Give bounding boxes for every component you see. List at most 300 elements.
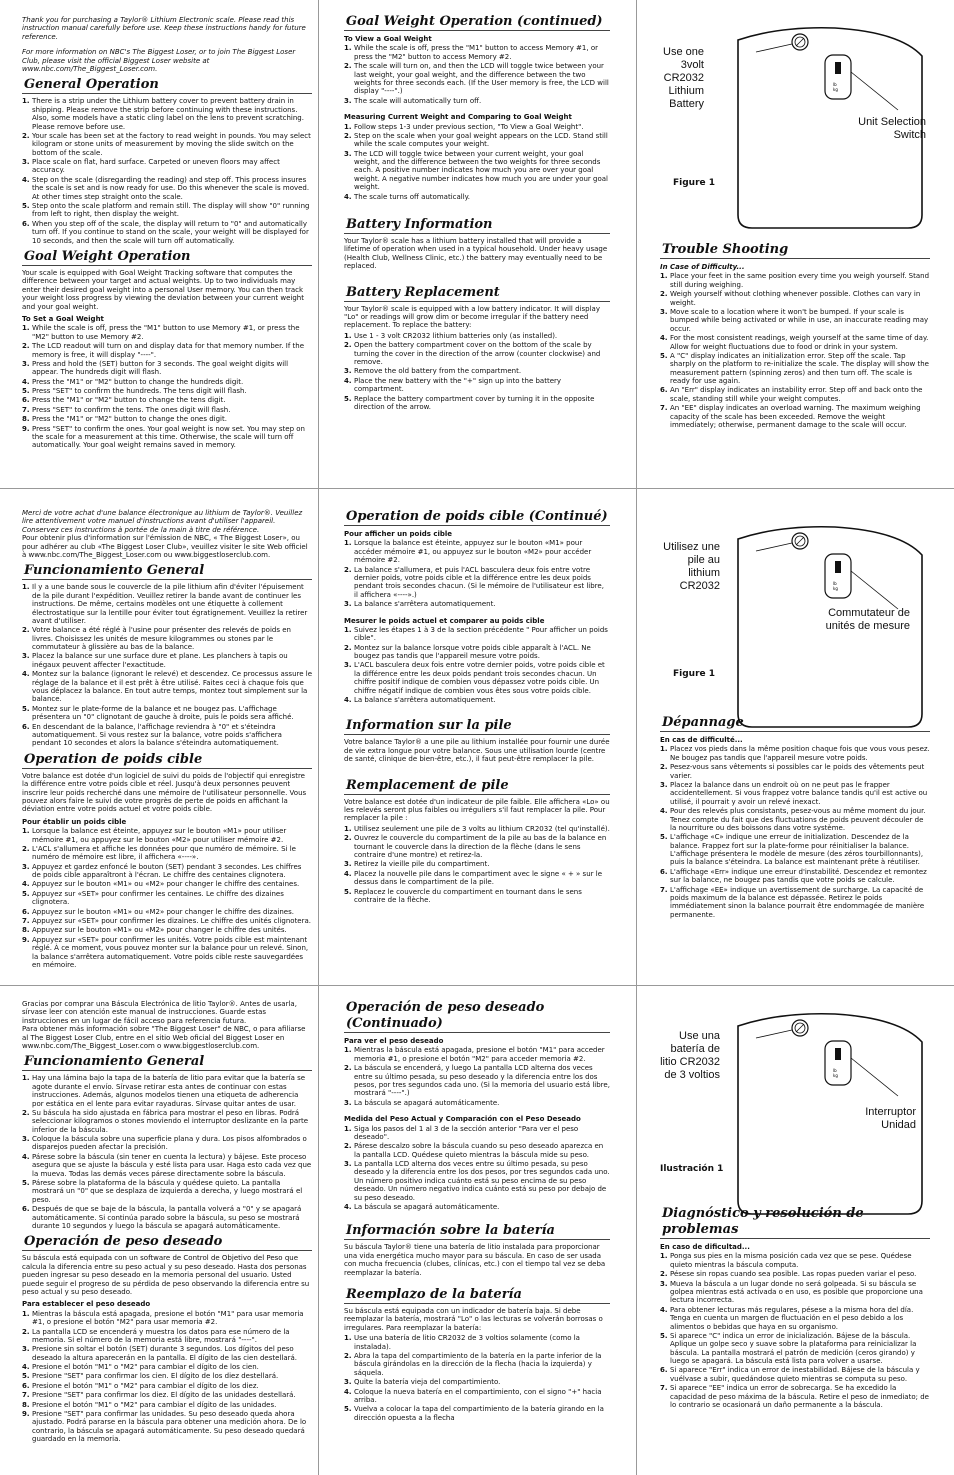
list-number: 2.: [660, 1270, 668, 1279]
list-item: [344, 1125, 610, 1142]
list-item: [344, 193, 610, 201]
list-text: Press the "M1" or "M2" button to change the tens digit.: [32, 396, 226, 405]
numbered-list: [344, 825, 610, 905]
list-text: Siga los pasos del 1 al 3 de la sección anterior "Para ver el peso deseado".: [354, 1124, 579, 1141]
section-title: Dépannage: [660, 715, 930, 732]
list-item: [22, 1153, 312, 1178]
list-number: 5.: [22, 1179, 30, 1188]
list-number: 1.: [660, 1252, 668, 1261]
list-text: Pésese sin ropas cuando sea posible. Las ropas pueden variar el peso.: [670, 1270, 917, 1279]
list-item: [660, 308, 930, 333]
list-number: 5.: [344, 1405, 352, 1414]
list-text: Coloque la nueva batería en el compartimiento, con el signo "+" hacia arriba.: [354, 1387, 602, 1404]
list-number: 6.: [22, 907, 30, 916]
list-text: Votre balance a été réglé à l'usine pour présenter des relevés de poids en livres. Choisissez les unités de mesure kilogrammes ou stones par le commutateur à glissière au bas de la balance.: [32, 626, 291, 652]
list-text: For the most consistent readings, weigh yourself at the same time of day. Allow for weight fluctuations due to food or drink in your system.: [670, 334, 929, 351]
list-number: 1.: [22, 583, 30, 592]
list-number: 7.: [660, 404, 668, 413]
list-text: Press "SET" to confirm the hundreds. The tens digit will flash.: [32, 387, 247, 396]
list-text: Place the new battery with the "+" sign up into the battery compartment.: [354, 376, 562, 394]
list-text: Follow steps 1-3 under previous section, "To View a Goal Weight".: [354, 122, 584, 131]
list-text: La báscula se apagará automáticamente.: [354, 1203, 500, 1212]
list-number: 7.: [22, 405, 30, 414]
list-number: 1.: [660, 272, 668, 281]
list-number: 2.: [344, 1064, 352, 1073]
list-item: [22, 652, 312, 669]
list-number: 2.: [344, 131, 352, 140]
numbered-list: [22, 1310, 312, 1444]
list-item: [22, 220, 312, 245]
list-text: Step on the scale when your goal weight appears on the LCD. Stand still while the scale computes your weight.: [354, 131, 608, 149]
list-number: 2.: [22, 131, 30, 140]
svg-text:kg: kg: [833, 1073, 838, 1078]
list-text: Weigh yourself without clothing whenever possible. Clothes can vary in weight.: [670, 290, 921, 307]
french-section: [0, 489, 954, 985]
list-text: Mueva la báscula a un lugar donde no será golpeada. Si su báscula se golpea mientras está activada o en uso, es posible que proporcione una lectura incorrecta.: [670, 1279, 923, 1305]
list-number: 5.: [22, 1372, 30, 1381]
list-text: Ouvrez le couvercle du compartiment de la pile au bas de la balance en tournant le couvercle dans la direction de la flèche (dans le sens contraire d'une montre) et retirez-la.: [354, 834, 607, 859]
list-number: 2.: [22, 626, 30, 635]
list-item: [22, 626, 312, 651]
list-text: Montez sur la balance lorsque votre poids cible apparaît à l'ACL. Ne bougez pas tandis que l'appareil mesure votre poids.: [354, 643, 591, 661]
list-text: Appuyez et gardez enfoncé le bouton (SET) pendant 3 secondes. Les chiffres de poids cible apparaîtront à l'écran. Le chiffre des centaines clignotera.: [32, 862, 302, 880]
list-item: [344, 539, 610, 564]
list-text: Presione "SET" para confirmar los cien. El dígito de los diez destellará.: [32, 1372, 279, 1381]
list-number: 2.: [22, 342, 30, 351]
list-number: 3.: [344, 1098, 352, 1107]
list-number: 1.: [344, 122, 352, 131]
battery-compartment-icon: [756, 533, 808, 551]
paragraph: Votre balance est dotée d'un indicateur de pile faible. Elle affichera «Lo» ou les relevés seront plus faibles ou irréguliers s'il faut remplacer la pile. Pour remplacer la pile :: [344, 797, 610, 823]
list-item: [22, 705, 312, 722]
list-item: [22, 1074, 312, 1108]
list-text: Párese descalzo sobre la báscula cuando su peso deseado aparezca en la pantalla LCD. Quédese quieto mientras la báscula mide su peso.: [354, 1142, 604, 1159]
switch-label: Commutateur de unités de mesure: [825, 607, 910, 632]
list-number: 4.: [22, 377, 30, 386]
figure-caption: Ilustración 1: [660, 1164, 724, 1174]
list-number: 3.: [344, 1160, 352, 1169]
list-text: Presione "SET" para confirmar las unidades. Su peso deseado queda ahora ajustado. Podrá pararse en la báscula para obtener una medición ahora. De lo contrario, la báscula se apagará automáticamente. Su peso deseado quedará guardado en la memoria.: [32, 1410, 307, 1444]
numbered-list: [344, 626, 610, 705]
list-text: La pantalla LCD se encenderá y muestra los datos para ese número de la memoria. Si el número de la memoria está libre, mostrará "----".: [32, 1327, 290, 1344]
list-number: 9.: [22, 1410, 30, 1419]
svg-text:lb: lb: [833, 1068, 837, 1073]
list-item: [22, 908, 312, 916]
list-item: [344, 834, 610, 859]
list-text: Press the "M1" or "M2" button to change the hundreds digit.: [32, 377, 244, 386]
list-number: 3.: [22, 652, 30, 661]
list-item: [22, 406, 312, 414]
unit-switch-icon: [825, 554, 898, 609]
list-text: Después de que se baje de la báscula, la pantalla volverá a "0" y se apagará automáticamente. Si continúa parado sobre la báscula, su peso se mostrará durante 10 segundos y luego la báscula se apagará automáticamente.: [32, 1205, 302, 1230]
list-text: Step on the scale (disregarding the reading) and step off. This process insures the scale is set and is now ready for use. Do this whenever the scale is moved. At other times step straight onto the scale.: [32, 175, 310, 201]
list-text: Use una batería de litio CR2032 de 3 voltios solamente (como la instalada).: [354, 1334, 580, 1351]
list-item: [22, 176, 312, 201]
list-number: 4.: [660, 334, 668, 343]
paragraph: Your Taylor® scale has a lithium battery installed that will provide a lifetime of operation when used in a typical household. Under heavy usage (Health Club, Wellness Clinic, etc.) the battery may eventually need to be replaced.: [344, 237, 608, 271]
french-column-2: [344, 505, 610, 981]
list-number: 1.: [344, 1046, 352, 1055]
list-number: 1.: [344, 331, 352, 340]
list-number: 2.: [344, 643, 352, 652]
list-item: [22, 1363, 312, 1371]
list-item: [660, 334, 930, 351]
list-text: The scale will automatically turn off.: [354, 96, 482, 105]
list-item: [660, 1280, 930, 1305]
list-number: 3.: [22, 158, 30, 167]
numbered-list: [344, 1125, 610, 1212]
section-title: Información sobre la batería: [344, 1223, 610, 1240]
list-item: [660, 781, 930, 806]
list-number: 7.: [660, 885, 668, 894]
paragraph: Votre balance est dotée d'un logiciel de suivi du poids de l'objectif qui enregistre la différence entre votre poids cible et réel. Jusqu'à deux personnes peuvent inscrire leur poids recherché dans une mémoire de l'utilisateur personnelle. Vous pouvez alors faire le suivi de votre progrès de perte de poids en affichant la déviation entre votre poids actuel et votre poids cible.: [22, 771, 307, 814]
spanish-column-1: [22, 1000, 312, 1472]
list-number: 1.: [344, 824, 352, 833]
list-number: 4.: [344, 1203, 352, 1212]
list-number: 4.: [22, 880, 30, 889]
list-number: 2.: [22, 1108, 30, 1117]
section-title: Battery Information: [344, 217, 610, 234]
list-text: Lorsque la balance est éteinte, appuyez sur le bouton «M1» pour accéder mémoire #1, ou appuyez sur le bouton «M2» pour accéder mémoire #2.: [354, 539, 592, 565]
list-text: La balance s'arrêtera automatiquement.: [354, 600, 496, 609]
french-column-1: [22, 509, 312, 981]
list-text: Press "SET" to confirm the ones. Your goal weight is now set. You may step on the scale for a measurement at this time. Otherwise, the scale will turn off automatically. Your goal weight remains saved in memory.: [32, 424, 305, 450]
list-text: Mientras la báscula está apagada, presione el botón "M1" para usar memoria #1, o presione el botón "M2" para usar memoria #2.: [32, 1309, 304, 1327]
list-item: [22, 1382, 312, 1390]
list-number: 5.: [660, 833, 668, 842]
list-number: 6.: [660, 386, 668, 395]
list-item: [22, 1109, 312, 1134]
list-text: Press and hold the (SET) button for 3 seconds. The goal weight digits will appear. The hundreds digit will flash.: [32, 359, 289, 377]
list-item: [344, 44, 610, 61]
section-title: Operation de poids cible (Continué): [344, 509, 610, 526]
list-item: [344, 1046, 610, 1063]
list-text: Appuyez sur «SET» pour confirmer les dizaines. Le chiffre des unités clignotera.: [32, 917, 312, 926]
list-text: Open the battery compartment cover on the bottom of the scale by turning the cover in the direction of the arrow (counter clockwise) and remove.: [354, 341, 601, 366]
list-number: 3.: [22, 862, 30, 871]
list-text: La pantalla LCD alterna dos veces entre su último pesada, su peso deseado y la diferencia entre los dos pesos, por tres segundos cada uno. Un número positivo indica cuánto está su peso encima de su peso deseado. Un número negativo indica cuánto está su peso por debajo de su peso deseado.: [354, 1160, 610, 1202]
spanish-section: [0, 986, 954, 1475]
list-item: [660, 290, 930, 307]
paragraph: Su báscula Taylor® tiene una batería de litio instalada para proporcionar una vida energética mucho mayor para su báscula. En caso de ser usada con mucha frecuencia (clubes, clínicas, etc.) con el tiempo tal vez se deba reemplazar la batería.: [344, 1243, 606, 1277]
switch-label: Interruptor Unidad: [865, 1106, 916, 1131]
list-text: The scale turns off automatically.: [354, 192, 471, 201]
spanish-column-2: [344, 996, 610, 1472]
section-title: Operación de peso deseado (Continuado): [344, 1000, 610, 1033]
list-number: 9.: [22, 424, 30, 433]
list-text: Párese sobre la báscula (sin tener en cuenta la lectura) y bájese. Este proceso asegura que se ajuste la báscula y esté lista para usar. Haga esto cada vez que la mueva. Todas las demás veces párese directamente sobre la báscula.: [32, 1152, 312, 1178]
battery-label: Use one 3volt CR2032 Lithium Battery: [663, 46, 704, 110]
numbered-list: [344, 123, 610, 202]
list-item: [22, 723, 312, 748]
list-text: An "EE" display indicates an overload warning. The maximum weighing capacity of the scale has been exceeded. Remove the weight immediately; otherwise, permanent damage to the scale will occur.: [670, 404, 921, 430]
list-text: Presione sin soltar el botón (SET) durante 3 segundos. Los dígitos del peso deseado la altura aparecerán en la pantalla. El dígito de las cien destellará.: [32, 1345, 297, 1362]
subheading: To Set a Goal Weight: [22, 314, 104, 323]
subheading: En caso de dificultad...: [660, 1243, 750, 1251]
list-item: [344, 332, 610, 340]
list-number: 3.: [344, 661, 352, 670]
list-item: [344, 1388, 610, 1405]
list-text: Pesez-vous sans vêtements si possibles car le poids des vêtements peut varier.: [670, 763, 925, 780]
list-number: 5.: [344, 394, 352, 403]
list-text: Su báscula ha sido ajustada en fábrica para mostrar el peso en libras. Podrá seleccionar kilogramos o stones moviendo el interruptor deslizante en la parte inferior de la báscula.: [32, 1108, 309, 1134]
english-column-2: [344, 10, 610, 484]
english-column-3: [660, 238, 930, 484]
list-item: [22, 1410, 312, 1444]
section-title: Goal Weight Operation: [22, 249, 312, 266]
list-item: [22, 845, 312, 862]
list-text: Appuyez sur le bouton «M1» ou «M2» pour changer le chiffre des centaines.: [32, 880, 300, 889]
section-title: Goal Weight Operation (continued): [344, 14, 610, 31]
intro-paragraph: Thank you for purchasing a Taylor® Lithium Electronic scale. Please read this instruction manual carefully before use. Keep these instructions handy for future reference.: [22, 16, 306, 41]
list-number: 8.: [22, 1400, 30, 1409]
section-title: Operación de peso deseado: [22, 1234, 312, 1251]
list-item: [22, 1328, 312, 1345]
list-number: 3.: [22, 1135, 30, 1144]
list-item: [22, 1205, 312, 1230]
figure-caption: Figure 1: [673, 178, 716, 188]
figure-caption: Figure 1: [673, 669, 716, 679]
list-number: 3.: [344, 860, 352, 869]
list-number: 8.: [22, 926, 30, 935]
list-number: 5.: [660, 351, 668, 360]
list-item: [22, 202, 312, 219]
section-title: Trouble Shooting: [660, 242, 930, 259]
figure-1: [660, 10, 940, 240]
list-item: [344, 341, 610, 366]
list-number: 1.: [344, 1334, 352, 1343]
list-item: [344, 367, 610, 375]
list-item: [660, 1384, 930, 1409]
list-text: Press "SET" to confirm the tens. The ones digit will flash.: [32, 405, 231, 414]
subheading: Para establecer el peso deseado: [22, 1300, 151, 1309]
list-text: Si aparece "Err" indica un error de inestabilidad. Bájese de la báscula y vuélvase a subir, quedándose quieto mientras se computa su peso.: [670, 1366, 920, 1383]
list-text: Presione el botón "M1" o "M2" para cambiar el dígito de los diez.: [32, 1381, 259, 1390]
list-item: [660, 386, 930, 403]
list-number: 8.: [22, 415, 30, 424]
list-number: 1.: [344, 1124, 352, 1133]
list-text: Placez vos pieds dans la même position chaque fois que vous vous pesez. Ne bougez pas tandis que l'appareil mesure votre poids.: [670, 745, 930, 762]
list-number: 6.: [22, 1381, 30, 1390]
list-number: 7.: [22, 1391, 30, 1400]
list-text: Move scale to a location where it won't be bumped. If your scale is bumped while being activated or while in use, an inaccurate reading may occur.: [670, 307, 929, 333]
list-number: 3.: [660, 1279, 668, 1288]
paragraph: Your scale is equipped with Goal Weight Tracking software that computes the difference between your target and actual weights. Up to two individuals may enter their desired goal weight into a personal User memory. You can then track your weight loss progress by viewing the deviation between your current weight and your goal weight.: [22, 268, 304, 311]
section-title: Reemplazo de la batería: [344, 1287, 610, 1304]
list-text: A "C" display indicates an initialization error. Step off the scale. Tap sharply on the platform to re-initialize the scale. The display will show the measurement pattern (spinning zeros) and then turn off. The scale is ready for use again.: [670, 351, 929, 386]
list-text: Lorsque la balance est éteinte, appuyez sur le bouton «M1» pour utiliser mémoire #1, ou appuyez sur le bouton «M2» pour utiliser mémoire #2.: [32, 827, 287, 844]
list-item: [344, 395, 610, 412]
subheading: En cas de difficulté...: [660, 736, 743, 744]
list-text: The LCD readout will turn on and display data for that memory number. If the memory is free, it will display "----".: [32, 342, 305, 359]
list-text: Il y a une bande sous le couvercle de la pile lithium afin d'éviter l'épuisement de la pile durant l'expédition. Veuillez retirer la bande avant de continuer les instructions. De même, certains modèles ont une étiquette à collement électrostatique sur la lentille pour éviter tout égratignement. Veuillez la retirer avant d'utiliser.: [32, 583, 308, 625]
list-item: [344, 123, 610, 131]
list-text: Montez sur la balance (ignorant le relevé) et descendez. Ce processus assure le réglage de la balance et il est prêt à être utilisé. Faites ceci à chaque fois que vous déplacez la balance. En tout autre temps, montez tout simplement sur la balance.: [32, 670, 312, 704]
list-text: L'affichage «C» indique une erreur de initialization. Descendez de la balance. Frappez fort sur la plate-forme pour réinitialiser la balance. L'affichage présentera le modèle de mesure (des zéros tourbillonnants), puis la balance s'éteindra. La balance est maintenant prête à réutiliser.: [670, 833, 924, 867]
list-number: 1.: [22, 97, 30, 106]
list-item: [344, 626, 610, 643]
list-text: Si aparece "EE" indica un error de sobrecarga. Se ha excedido la capacidad de peso máxima de la báscula. Retire el peso de inmediato; de lo contrario se ocasionará un daño permanente a la báscula.: [670, 1384, 929, 1410]
list-text: The scale will turn on, and then the LCD will toggle twice between your last weight, your goal weight, and the difference between the two weights for three seconds each. (If the User memory is free, the LCD will display "----".): [354, 62, 609, 96]
list-item: [344, 696, 610, 704]
section-title: General Operation: [22, 77, 312, 94]
section-title: Funcionamiento General: [22, 563, 312, 580]
battery-label: Use una batería de litio CR2032 de 3 voltios: [660, 1030, 720, 1081]
list-text: Presione "SET" para confirmar los diez. El dígito de las unidades destellará.: [32, 1391, 296, 1400]
list-text: Ponga sus pies en la misma posición cada vez que se pese. Quédese quieto mientras la báscula computa.: [670, 1252, 912, 1269]
list-text: Appuyez sur «SET» pour confirmer les unités. Votre poids cible est maintenant réglé. À ce moment, vous pouvez monter sur la balance pour un relevé. Sinon, la balance s'arrêtera automatiquement. Votre poids cible reste sauvegardées en mémoire.: [32, 935, 309, 969]
subheading: Measuring Current Weight and Comparing to Goal Weight: [344, 113, 572, 122]
numbered-list: [22, 324, 312, 449]
list-item: [22, 1372, 312, 1380]
list-text: Placez la balance sur une surface dure et plane. Les planchers à tapis ou inégaux peuvent affecter l'exactitude.: [32, 652, 288, 669]
list-number: 3.: [344, 600, 352, 609]
list-number: 5.: [22, 889, 30, 898]
list-text: Retirez la vieille pile du compartiment.: [354, 860, 490, 869]
unit-switch-icon: [825, 1041, 898, 1096]
list-number: 6.: [22, 396, 30, 405]
list-number: 4.: [344, 376, 352, 385]
french-column-3: [660, 711, 930, 981]
list-text: Montez sur le plate-forme de la balance et ne bougez pas. L'affichage présentera un "0" clignotant de gauche à droite, puis le poids sera affiché.: [32, 704, 294, 722]
list-number: 1.: [22, 827, 30, 836]
list-text: Appuyez sur le bouton «M1» ou «M2» pour changer le chiffre des dizaines.: [32, 907, 294, 916]
list-item: [344, 870, 610, 887]
numbered-list: [344, 44, 610, 105]
list-item: [22, 97, 312, 131]
list-text: Use 1 - 3 volt CR2032 lithium batteries only (as installed).: [354, 331, 558, 340]
english-section: [0, 0, 954, 488]
list-number: 4.: [344, 192, 352, 201]
list-item: [660, 404, 930, 429]
list-number: 3.: [22, 1345, 30, 1354]
list-text: While the scale is off, press the "M1" button to use Memory #1, or press the "M2" button to use Memory #2.: [32, 324, 300, 341]
list-text: Hay una lámina bajo la tapa de la batería de litio para evitar que la batería se agote durante el envío. Sírvase retirar esta antes de continuar con estas instrucciones. Además, algunos modelos tienen una etiqueta de adherencia por estática en el lente para evitar rayaduras. Sírvase quitar antes de usar.: [32, 1074, 306, 1108]
list-text: L'ACL s'allumera et affiche les données pour que numéro de mémoire. Si le numéro de mémoire est libre, il affichera «----».: [32, 844, 296, 862]
list-number: 4.: [344, 869, 352, 878]
list-item: [344, 377, 610, 394]
list-item: [22, 1391, 312, 1399]
svg-text:kg: kg: [833, 586, 838, 591]
list-number: 2.: [344, 834, 352, 843]
list-item: [344, 1160, 610, 1202]
list-text: Remove the old battery from the compartment.: [354, 367, 522, 376]
list-item: [344, 644, 610, 661]
list-number: 3.: [344, 149, 352, 158]
spanish-column-3: [660, 1202, 930, 1472]
list-item: [22, 324, 312, 341]
list-item: [344, 1099, 610, 1107]
list-number: 2.: [344, 565, 352, 574]
numbered-list: [22, 583, 312, 747]
list-text: When you step off of the scale, the display will return to "0" and automatically turn off. If you continue to stand on the scale, your weight will be displayed for 10 seconds, and then the scale will turn off automatically.: [32, 219, 309, 245]
list-number: 4.: [660, 1305, 668, 1314]
list-item: [22, 670, 312, 704]
list-item: [22, 936, 312, 970]
list-text: Replacez le couvercle du compartiment en tournant dans le sens contraire de la flèche.: [354, 887, 582, 904]
list-item: [660, 1366, 930, 1383]
list-text: La balance s'allumera, et puis l'ACL basculera deux fois entre votre dernier poids, votre poids cible et la différence entre les deux poids pendant trois secondes chacun. (Si le mémoire de l'utilisateur est libre, il affichera «----».): [354, 565, 604, 599]
list-number: 5.: [22, 704, 30, 713]
list-item: [22, 378, 312, 386]
list-item: [22, 1401, 312, 1409]
list-text: Presione el botón "M1" o "M2" para cambiar el dígito de las unidades.: [32, 1400, 277, 1409]
list-item: [22, 1310, 312, 1327]
list-number: 5.: [660, 1331, 668, 1340]
list-item: [344, 860, 610, 868]
english-column-1: [22, 16, 312, 484]
list-item: [22, 425, 312, 450]
list-number: 1.: [344, 44, 352, 53]
list-text: L'affichage «Err» indique une erreur d'instabilité. Descendez et remontez sur la balance, ne bougez pas tandis que votre poids se calcule.: [670, 867, 927, 885]
subheading: Para ver el peso deseado: [344, 1037, 444, 1045]
list-text: L'ACL basculera deux fois entre votre dernier poids, votre poids cible et la différence entre les deux poids pendant trois secondes chacun. Un chiffre positif indique de combien vous dépassez votre poids cible. Un chiffre négatif indique de combien vous êtes sous votre poids cible.: [354, 661, 605, 695]
list-item: [344, 1334, 610, 1351]
list-number: 5.: [22, 202, 30, 211]
list-item: [22, 1135, 312, 1152]
list-item: [22, 1179, 312, 1204]
battery-label: Utilisez une pile au lithium CR2032: [663, 541, 720, 592]
list-item: [344, 1352, 610, 1377]
list-number: 9.: [22, 935, 30, 944]
list-item: [22, 583, 312, 625]
list-item: [344, 1064, 610, 1098]
list-item: [22, 387, 312, 395]
list-number: 3.: [660, 307, 668, 316]
list-text: Si aparece "C" indica un error de inicialización. Bájese de la báscula. Aplique un golpe seco y suave sobre la plataforma para reinicializar la báscula. La pantalla mostrará el patrón de medición (ceros girando) y luego se apagará. La báscula está lista para volver a usarse.: [670, 1331, 917, 1366]
figure-1: [660, 509, 940, 729]
list-number: 4.: [344, 696, 352, 705]
list-number: 1.: [22, 1074, 30, 1083]
section-title: Operation de poids cible: [22, 752, 312, 769]
subheading: To View a Goal Weight: [344, 35, 432, 43]
list-text: There is a strip under the Lithium battery cover to prevent battery drain in shipping. Please remove the strip before continuing with these instructions. Also, some models have a static cling label on the lens to prevent scratching. Please remove before use.: [32, 97, 304, 131]
list-number: 6.: [22, 1205, 30, 1214]
list-text: Párese sobre la plataforma de la báscula y quédese quieto. La pantalla mostrará un "0" que se desplaza de izquierda a derecha, y luego mostrará el peso.: [32, 1179, 303, 1204]
list-item: [22, 890, 312, 907]
intro-paragraph: For more information on NBC's The Biggest Loser, or to join The Biggest Loser Club, please visit the official Biggest Loser website at www.nbc.com/The_Biggest_Loser.com.: [22, 48, 296, 73]
list-item: [660, 1270, 930, 1278]
subheading: Medida del Peso Actual y Comparación con el Peso Deseado: [344, 1115, 581, 1124]
list-item: [660, 807, 930, 832]
subheading: In Case of Difficulty...: [660, 263, 745, 271]
section-title: Funcionamiento General: [22, 1054, 312, 1071]
switch-label: Unit Selection Switch: [858, 116, 926, 141]
list-number: 6.: [660, 867, 668, 876]
list-item: [344, 1378, 610, 1386]
list-item: [22, 360, 312, 377]
list-item: [22, 415, 312, 423]
list-text: Replace the battery compartment cover by turning it in the opposite direction of the arrow.: [354, 394, 595, 411]
svg-text:kg: kg: [833, 87, 838, 92]
list-item: [22, 1345, 312, 1362]
list-item: [344, 132, 610, 149]
list-item: [344, 888, 610, 905]
list-text: Suivez les étapes 1 à 3 de la section précédente " Pour afficher un poids cible".: [354, 625, 608, 643]
list-number: 5.: [344, 887, 352, 896]
list-number: 7.: [22, 917, 30, 926]
list-item: [344, 97, 610, 105]
list-number: 6.: [660, 1366, 668, 1375]
list-item: [22, 132, 312, 157]
list-number: 4.: [22, 1152, 30, 1161]
battery-compartment-icon: [756, 1020, 808, 1038]
list-number: 6.: [22, 219, 30, 228]
list-item: [660, 868, 930, 885]
list-number: 3.: [660, 780, 668, 789]
list-item: [22, 917, 312, 925]
list-number: 3.: [344, 1378, 352, 1387]
